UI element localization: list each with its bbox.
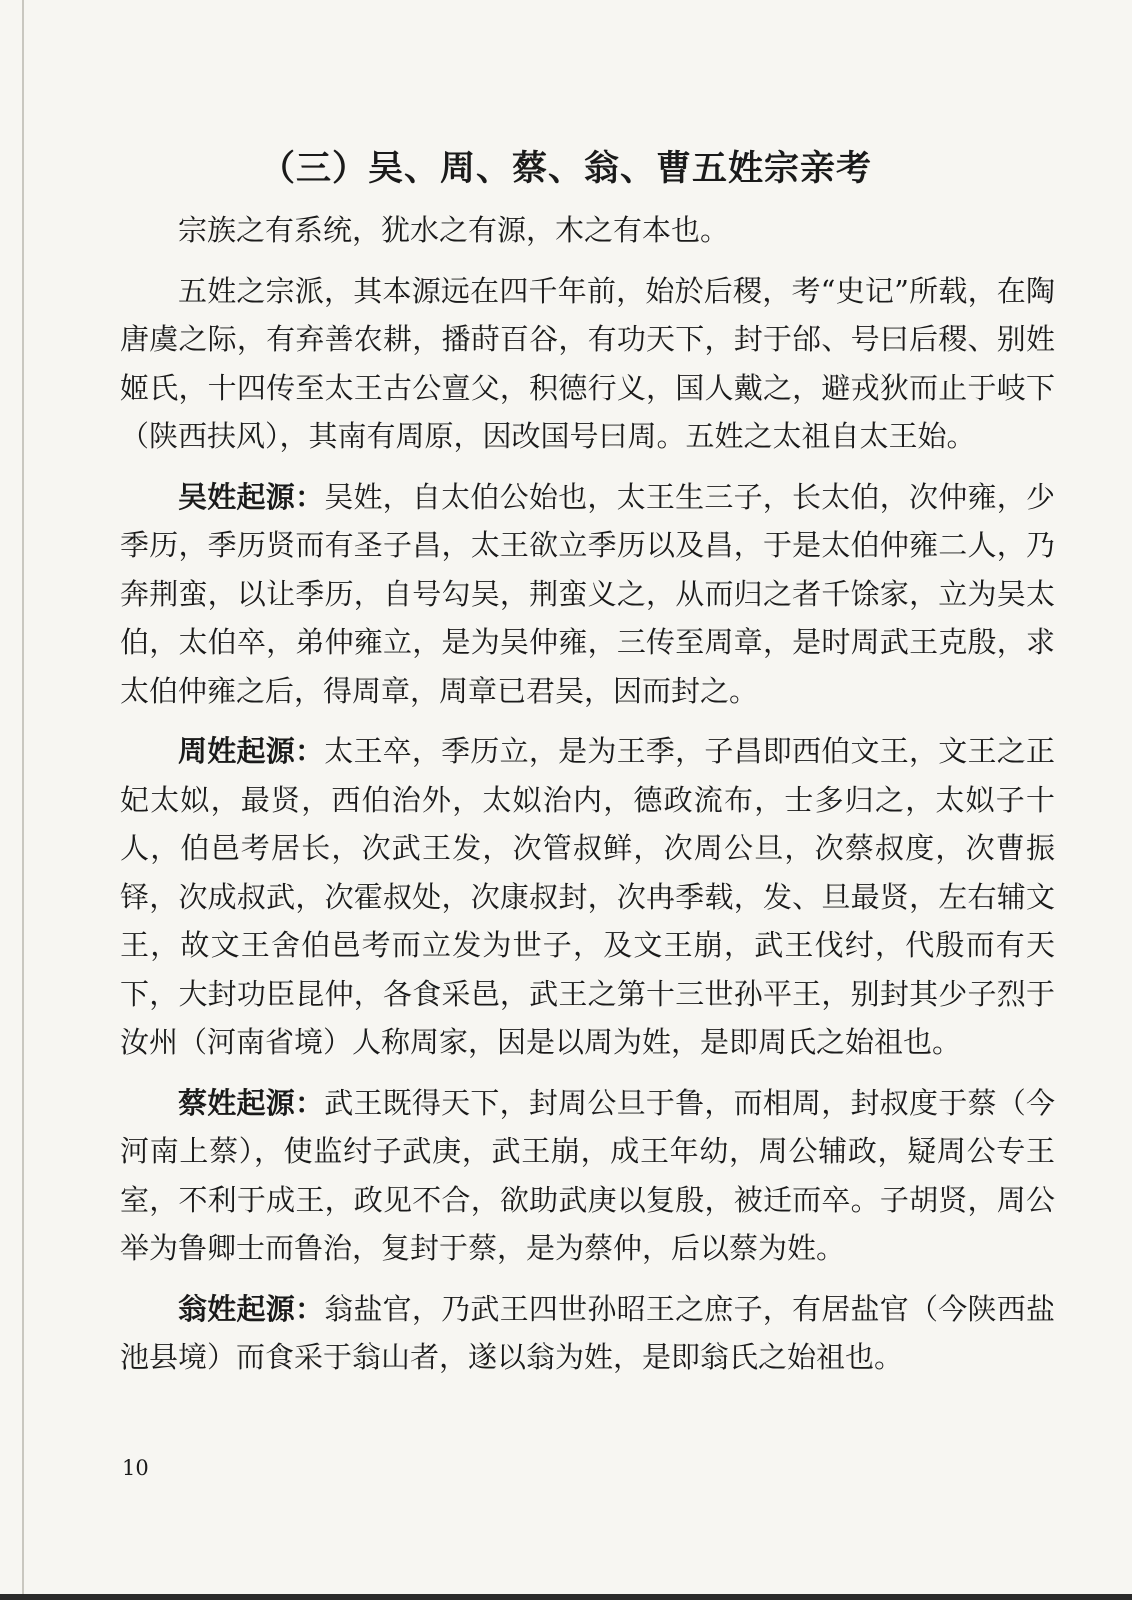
page-number: 10 [122, 1456, 149, 1480]
section-zhou-text: 太王卒，季历立，是为王季，子昌即西伯文王，文王之正妃太姒，最贤，西伯治外，太姒治内，德政流布，士多归之，太姒子十人，伯邑考居长，次武王发，次管叔鲜，次周公旦，次蔡叔度，次曹振铎，次成叔武，次霍叔处，次康叔封，次冉季载，发、旦最贤，左右辅文王，故文王舍伯邑考而立发为世子，及文王崩，武王伐纣，代殷而有天下，大封功臣昆仲，各食采邑，武王之第十三世孙平王，别封其少子烈于汝州（河南省境）人称周家，因是以周为姓，是即周氏之始祖也。 [120, 734, 1055, 1059]
page-title: （三）吴、周、蔡、翁、曹五姓宗亲考 [259, 149, 872, 190]
section-cai-text: 武王既得天下，封周公旦于鲁，而相周，封叔度于蔡（今河南上蔡），使监纣子武庚，武王崩，成王年幼，周公辅政，疑周公专王室，不利于成王，政见不合，欲助武庚以复殷，被迁而卒。子胡贤，周公举为鲁卿士而鲁治，复封于蔡，是为蔡仲，后以蔡为姓。 [120, 1085, 1055, 1265]
section-zhou-heading: 周姓起源： [178, 734, 325, 768]
section-cai-heading: 蔡姓起源： [178, 1085, 325, 1120]
scan-bottom-edge [0, 1594, 1132, 1600]
section-wu-text: 吴姓，自太伯公始也，太王生三子，长太伯，次仲雍，少季历，季历贤而有圣子昌，太王欲立季历以及昌，于是太伯仲雍二人，乃奔荆蛮，以让季历，自号勾吴，荆蛮义之，从而归之者千馀家，立为吴太伯，太伯卒，弟仲雍立，是为吴仲雍，三传至周章，是时周武王克殷，求太伯仲雍之后，得周章，周章已君吴，因而封之。 [120, 479, 1055, 708]
section-wu-heading: 吴姓起源： [178, 479, 325, 514]
section-zhou [120, 727, 1055, 1067]
scan-page-edge [22, 0, 24, 1600]
paragraph-origin: 五姓之宗派，其本源远在四千年前，始於后稷，考“史记”所载，在陶唐虞之际，有弃善农耕，播莳百谷，有功天下，封于邰、号曰后稷、别姓姬氏，十四传至太王古公亶父，积德行义，国人戴之，避戎狄而止于岐下（陕西扶风），其南有周原，因改国号曰周。五姓之太祖自太王始。 [120, 273, 1055, 453]
section-weng-heading: 翁姓起源： [178, 1291, 325, 1326]
section-weng-text: 翁盐官，乃武王四世孙昭王之庶子，有居盐官（今陕西盐池县境）而食采于翁山者，遂以翁为姓，是即翁氏之始祖也。 [120, 1291, 1055, 1374]
section-weng [120, 1285, 1055, 1382]
section-cai [120, 1079, 1055, 1273]
section-wu [120, 473, 1055, 716]
body-text [120, 206, 1055, 1394]
paragraph-intro: 宗族之有系统，犹水之有源，木之有本也。 [178, 213, 730, 247]
